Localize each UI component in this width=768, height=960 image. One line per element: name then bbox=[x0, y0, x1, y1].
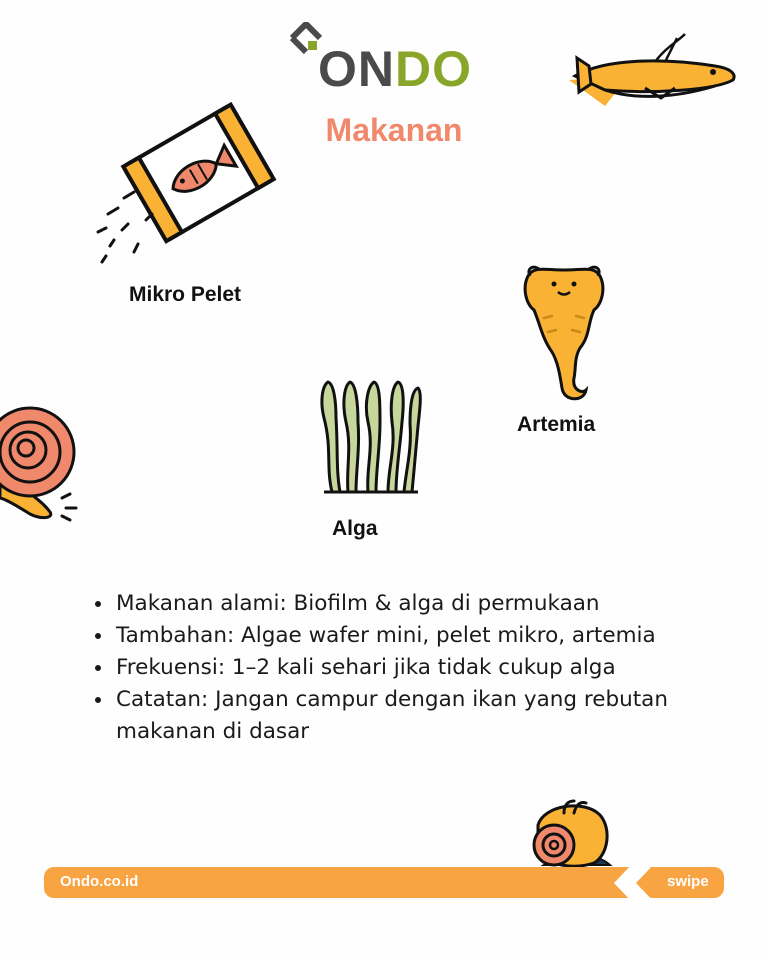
footer-site-link[interactable]: Ondo.co.id bbox=[60, 873, 139, 890]
artemia-icon bbox=[514, 262, 614, 404]
notes-list bbox=[86, 588, 754, 748]
brand-logo-part1: ON bbox=[318, 41, 395, 97]
swipe-button[interactable]: swipe bbox=[667, 873, 709, 890]
small-snail-icon bbox=[524, 795, 616, 869]
algae-icon bbox=[318, 378, 422, 498]
list-item: • Tambahan: Algae wafer mini, pelet mikro, artemia bbox=[114, 620, 754, 652]
food-label-artemia: Artemia bbox=[517, 413, 596, 436]
fish-icon bbox=[565, 28, 740, 110]
page-title: Makanan bbox=[325, 112, 463, 148]
list-item: • Makanan alami: Biofilm & alga di permukaan bbox=[114, 588, 754, 620]
snail-icon bbox=[0, 402, 82, 522]
food-label-mikro-pelet: Mikro Pelet bbox=[129, 283, 242, 306]
brand-logo-part2: DO bbox=[395, 41, 472, 97]
list-item: • Catatan: Jangan campur dengan ikan yang rebutan makanan di dasar bbox=[114, 684, 754, 748]
swipe-chevron-icon[interactable] bbox=[604, 862, 656, 904]
list-item: • Frekuensi: 1–2 kali sehari jika tidak cukup alga bbox=[114, 652, 754, 684]
food-label-alga: Alga bbox=[332, 517, 378, 540]
brand-logo bbox=[318, 41, 472, 97]
fish-food-packet-icon bbox=[88, 102, 278, 270]
